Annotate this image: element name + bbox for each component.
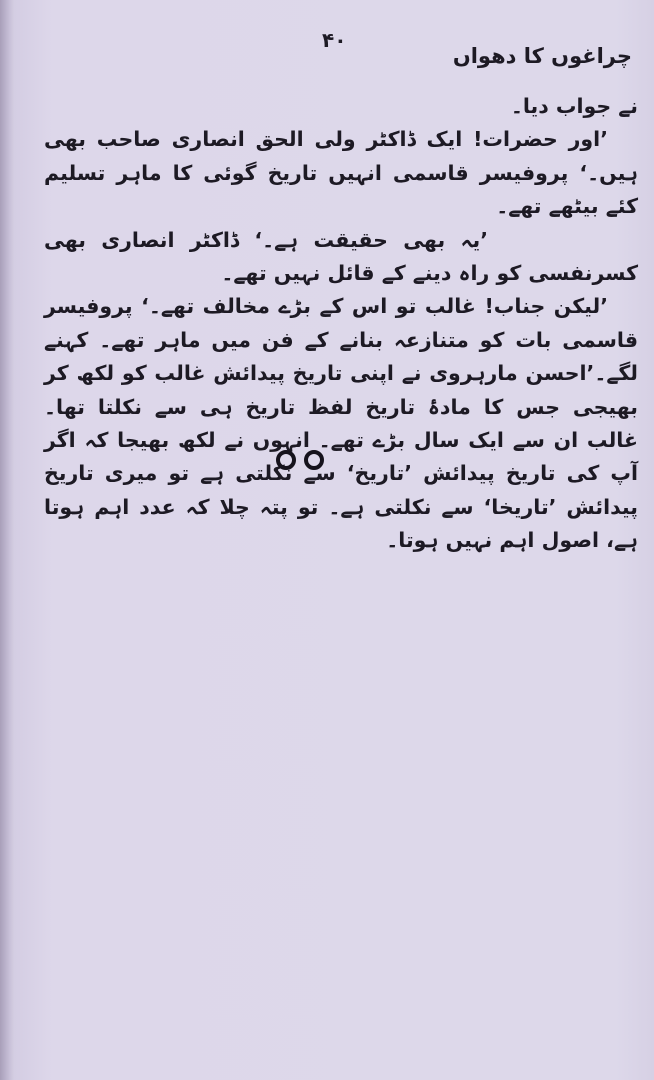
- paragraph-ansari-introduction: ’اور حضرات! ایک ڈاکٹر ولی الحق انصاری صاحب بھی ہیں۔‘ پروفیسر قاسمی انہیں تاریخ گوئی کا ماہر تسلیم کئے بیٹھے تھے۔: [44, 127, 638, 219]
- page-number: ۴۰: [322, 28, 347, 52]
- section-end-mark: [274, 446, 334, 476]
- end-ring-icon: [276, 450, 296, 470]
- paragraph-continuation: نے جواب دیا۔: [510, 94, 638, 118]
- running-book-title: چراغوں کا دھواں: [452, 44, 632, 68]
- paragraph-ansari-reply: ’یہ بھی حقیقت ہے۔‘ ڈاکٹر انصاری بھی کسرنفسی کو راہ دینے کے قائل نہیں تھے۔: [44, 227, 638, 286]
- end-ring-icon: [304, 450, 324, 470]
- book-page: [14, 0, 654, 1080]
- paragraph-ghalib-anecdote: ’لیکن جناب! غالب تو اس کے بڑے مخالف تھے۔‘ پروفیسر قاسمی بات کو متنازعہ بنانے کے فن میں ماہر تھے۔ کہنے لگے۔’احسن مارہروی نے اپنی تاریخ پیدائش غالب کو لکھ کر بھیجی جس کا مادۂ تاریخ لفظ تاریخ ہی سے نکلتا تھا۔ غالب ان سے ایک سال بڑے تھے۔ انہوں نے لکھ بھیجا کہ اگر آپ کی تاریخ پیدائش ’تاریخ‘ سے نکلتی ہے تو میری تاریخ پیدائش ’تاریخا‘ سے نکلتی ہے۔ تو پتہ چلا کہ عدد اہم ہوتا ہے، اصول اہم نہیں ہوتا۔: [44, 294, 638, 553]
- page-body-text: [44, 90, 638, 558]
- page-header: [54, 28, 632, 68]
